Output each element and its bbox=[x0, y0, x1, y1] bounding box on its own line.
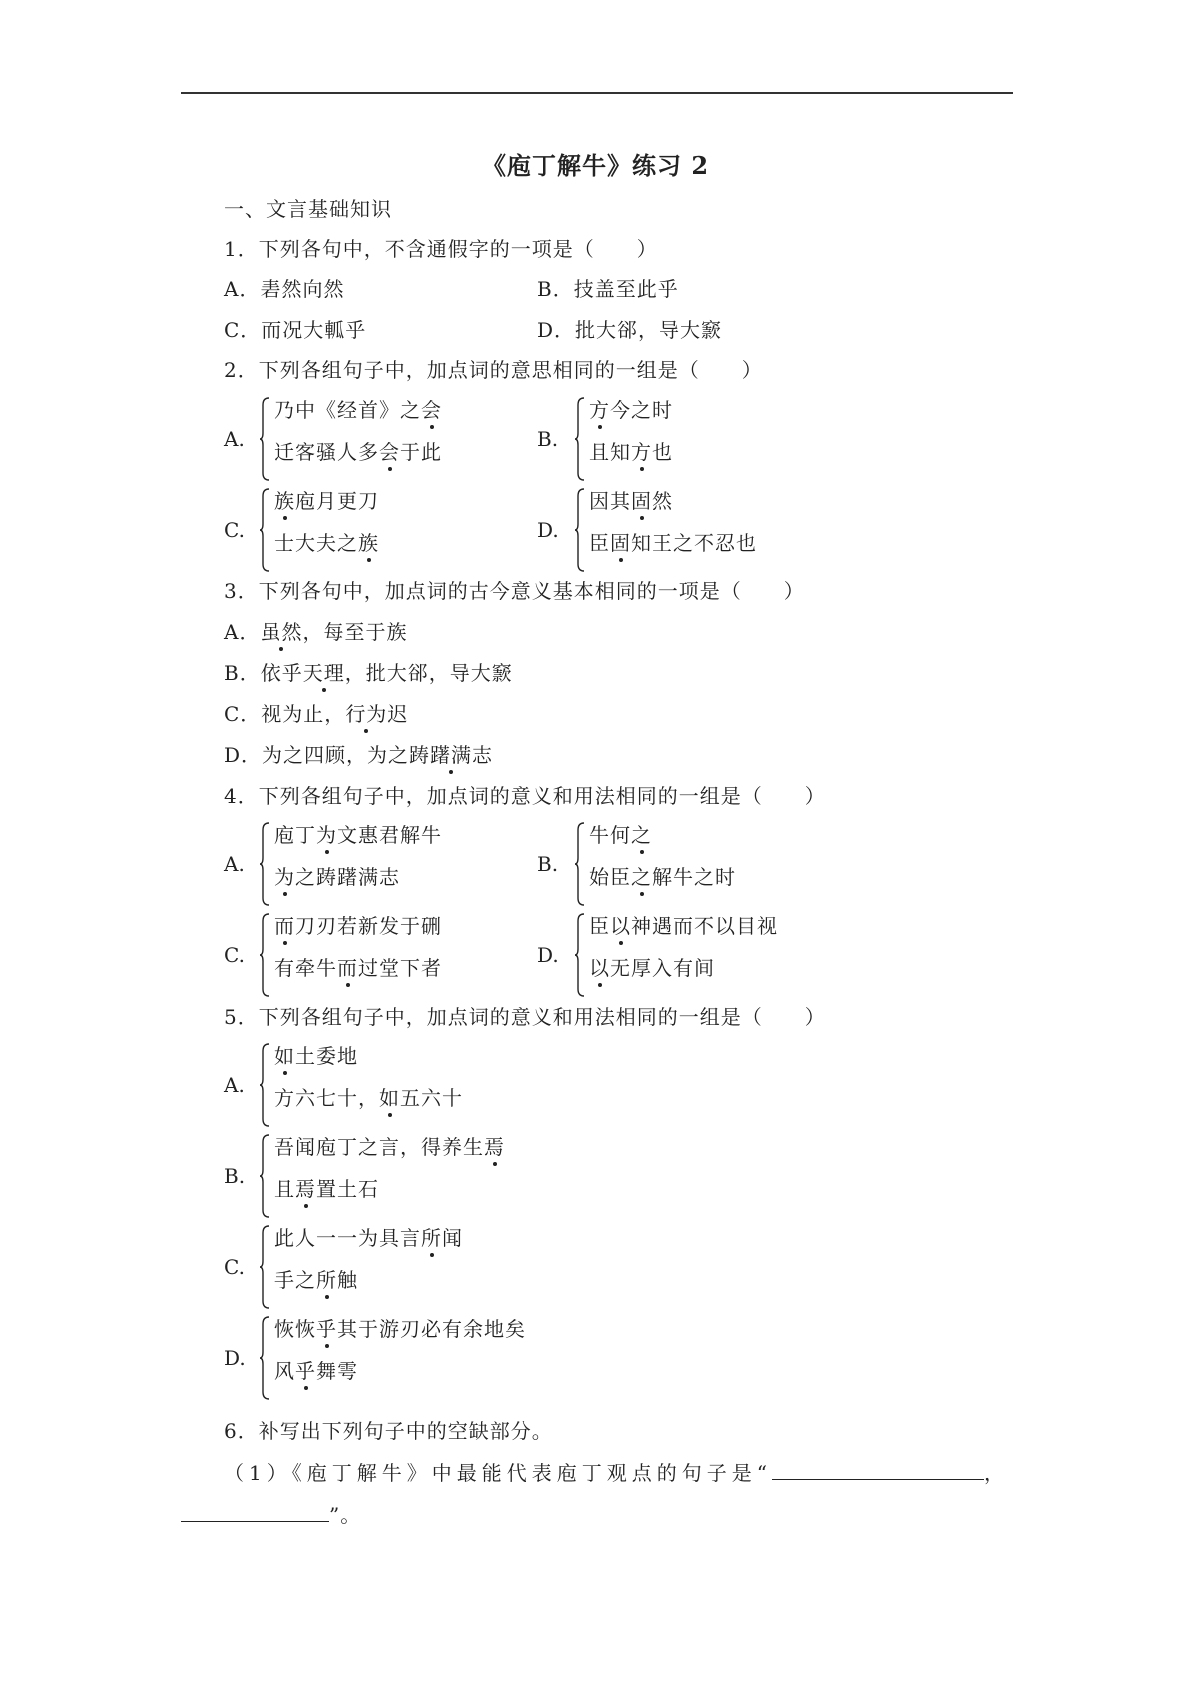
q4-option-d bbox=[575, 913, 778, 997]
q4-stem: 4．下列各组句子中，加点词的意义和用法相同的一组是（ ） bbox=[224, 784, 826, 808]
q2-option-d-label: D. bbox=[537, 518, 559, 542]
brace-icon bbox=[260, 1134, 270, 1218]
q4-d-line1: 臣以神遇而不以目视 bbox=[589, 914, 778, 938]
q3-stem: 3．下列各句中，加点词的古今意义基本相同的一项是（ ） bbox=[224, 579, 805, 603]
q2-d-line2: 臣固知王之不忍也 bbox=[589, 531, 757, 555]
q4-option-a-label: A. bbox=[224, 852, 245, 876]
q2-a-line2: 迁客骚人多会于此 bbox=[274, 440, 442, 464]
q3-option-c: C．视为止，行为迟 bbox=[224, 702, 409, 726]
q5-a-line2: 方六七十，如五六十 bbox=[274, 1086, 463, 1110]
page-title: 《庖丁解牛》练习 2 bbox=[481, 151, 710, 180]
q3-option-d: D．为之四顾，为之踌躇满志 bbox=[224, 743, 494, 767]
q6-item-1: （1）《庖丁解牛》中最能代表庖丁观点的句子是“ ， bbox=[224, 1461, 1009, 1485]
brace-icon bbox=[260, 397, 270, 481]
q4-option-b-label: B. bbox=[537, 852, 559, 876]
brace-icon bbox=[260, 913, 270, 997]
q4-a-line2: 为之踌躇满志 bbox=[274, 865, 400, 889]
q5-option-c-label: C. bbox=[224, 1255, 245, 1279]
q5-d-line1: 恢恢乎其于游刃必有余地矣 bbox=[274, 1317, 526, 1341]
q2-option-d bbox=[575, 488, 775, 572]
q4-option-c-label: C. bbox=[224, 943, 245, 967]
q2-stem: 2．下列各组句子中，加点词的意思相同的一组是（ ） bbox=[224, 358, 763, 382]
q4-c-line1: 而刀刃若新发于硎 bbox=[274, 914, 442, 938]
q5-option-c bbox=[260, 1225, 463, 1309]
brace-icon bbox=[575, 822, 585, 906]
q1-option-d: D．批大郤，导大窾 bbox=[537, 318, 723, 342]
q5-a-line1: 如土委地 bbox=[274, 1044, 358, 1068]
q6-item-1-cont: ”。 bbox=[181, 1502, 361, 1528]
q4-b-line1: 牛何之 bbox=[589, 823, 652, 847]
q2-option-c bbox=[260, 488, 460, 572]
q1-option-c: C．而况大軱乎 bbox=[224, 318, 367, 342]
q2-d-line1: 因其固然 bbox=[589, 489, 673, 513]
q4-d-line2: 以无厚入有间 bbox=[589, 956, 715, 980]
q2-c-line2: 士大夫之族 bbox=[274, 531, 379, 555]
q4-option-d-label: D. bbox=[537, 943, 559, 967]
q5-option-d-label: D. bbox=[224, 1346, 246, 1370]
brace-icon bbox=[260, 488, 270, 572]
q5-stem: 5．下列各组句子中，加点词的意义和用法相同的一组是（ ） bbox=[224, 1005, 826, 1029]
q4-option-a bbox=[260, 822, 460, 906]
q3-option-a: A．虽然，每至于族 bbox=[224, 620, 408, 644]
brace-icon bbox=[575, 488, 585, 572]
q5-c-line1: 此人一一为具言所闻 bbox=[274, 1226, 463, 1250]
q1-option-b: B．技盖至此乎 bbox=[537, 277, 679, 301]
q5-option-a-label: A. bbox=[224, 1073, 245, 1097]
q2-option-a bbox=[260, 397, 460, 481]
section-heading: 一、文言基础知识 bbox=[224, 197, 392, 221]
q5-option-a bbox=[260, 1043, 463, 1127]
answer-blank-1[interactable] bbox=[772, 1461, 984, 1480]
q5-b-line2: 且焉置土石 bbox=[274, 1177, 379, 1201]
q2-b-line2: 且知方也 bbox=[589, 440, 673, 464]
q6-stem: 6．补写出下列句子中的空缺部分。 bbox=[224, 1419, 553, 1443]
q5-option-b bbox=[260, 1134, 505, 1218]
q1-option-a: A．砉然向然 bbox=[224, 277, 345, 301]
q2-option-b bbox=[575, 397, 775, 481]
q4-c-line2: 有牵牛而过堂下者 bbox=[274, 956, 442, 980]
q2-c-line1: 族庖月更刀 bbox=[274, 489, 379, 513]
q4-option-c bbox=[260, 913, 460, 997]
brace-icon bbox=[575, 397, 585, 481]
brace-icon bbox=[260, 1043, 270, 1127]
q2-option-b-label: B. bbox=[537, 427, 559, 451]
q2-option-a-label: A. bbox=[224, 427, 245, 451]
q5-c-line2: 手之所触 bbox=[274, 1268, 358, 1292]
q5-d-line2: 风乎舞雩 bbox=[274, 1359, 358, 1383]
q1-stem: 1．下列各句中，不含通假字的一项是（ ） bbox=[224, 237, 658, 261]
answer-blank-2[interactable] bbox=[181, 1503, 329, 1522]
q5-option-b-label: B. bbox=[224, 1164, 246, 1188]
brace-icon bbox=[575, 913, 585, 997]
q2-option-c-label: C. bbox=[224, 518, 245, 542]
brace-icon bbox=[260, 1316, 270, 1400]
brace-icon bbox=[260, 822, 270, 906]
q5-option-d bbox=[260, 1316, 526, 1400]
header-rule bbox=[181, 92, 1013, 94]
brace-icon bbox=[260, 1225, 270, 1309]
q2-a-line1: 乃中《经首》之会 bbox=[274, 398, 442, 422]
q5-b-line1: 吾闻庖丁之言，得养生焉 bbox=[274, 1135, 505, 1159]
q2-b-line1: 方今之时 bbox=[589, 398, 673, 422]
q3-option-b: B．依乎天理，批大郤，导大窾 bbox=[224, 661, 513, 685]
q4-b-line2: 始臣之解牛之时 bbox=[589, 865, 736, 889]
q4-option-b bbox=[575, 822, 775, 906]
q4-a-line1: 庖丁为文惠君解牛 bbox=[274, 823, 442, 847]
